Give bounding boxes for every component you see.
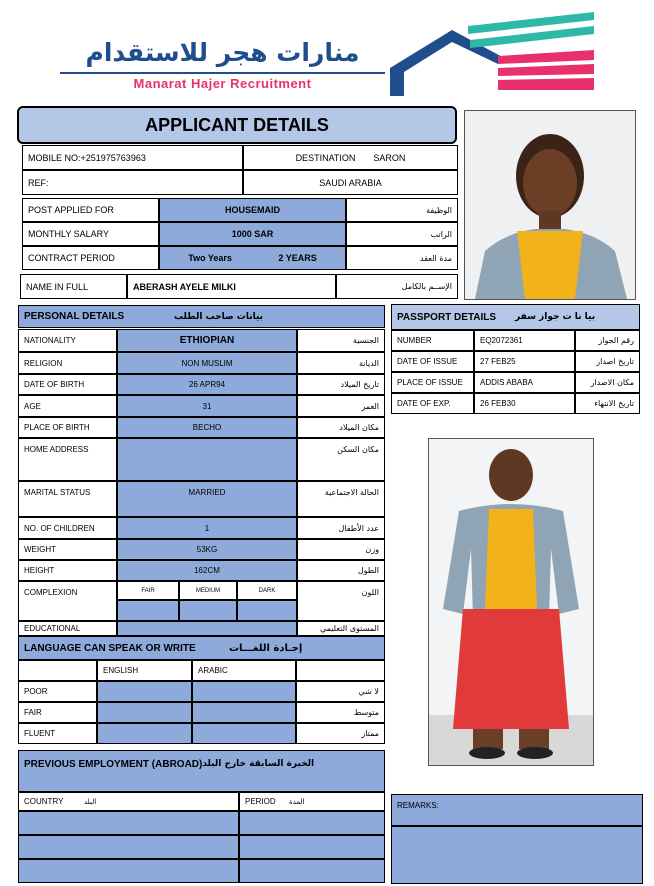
salary-value: 1000 SAR [159, 222, 346, 246]
personal-details-header [18, 305, 385, 328]
remarks-label: REMARKS: [397, 801, 439, 810]
complexion-medium-value [179, 600, 237, 621]
personal-row-label-ar: العمر [297, 395, 385, 417]
personal-row-value: BECHO [117, 417, 297, 438]
personal-row-label-ar: اللون [297, 581, 385, 621]
personal-row-value: 162CM [117, 560, 297, 581]
passport-row-label: DATE OF ISSUE [391, 351, 474, 372]
personal-row-label-ar: مكان الميلاد [297, 417, 385, 438]
destination-country: SAUDI ARABIA [243, 170, 458, 195]
employment-period-header [239, 792, 385, 811]
contract-value [159, 246, 346, 270]
language-col-english: ENGLISH [97, 660, 192, 681]
passport-row-label: PLACE OF ISSUE [391, 372, 474, 393]
company-name-english: Manarat Hajer Recruitment [133, 76, 312, 91]
language-level-label-ar: متوسط [296, 702, 385, 723]
employment-row [18, 835, 239, 859]
passport-details-header [391, 304, 640, 330]
personal-row-label: NATIONALITY [18, 329, 117, 352]
passport-details-title: PASSPORT DETAILS [397, 311, 497, 323]
company-logo [388, 10, 598, 98]
language-level-label: POOR [18, 681, 97, 702]
personal-row-value: MARRIED [117, 481, 297, 517]
language-arabic-value [192, 723, 296, 744]
language-col-empty [296, 660, 385, 681]
passport-row-value: 27 FEB25 [474, 351, 575, 372]
contract-label-ar: مدة العقد [346, 246, 458, 270]
personal-details-title: PERSONAL DETAILS [24, 311, 125, 322]
applicant-full-body-photo [428, 438, 594, 766]
personal-row-value [117, 621, 297, 636]
name-value: ABERASH AYELE MILKI [127, 274, 336, 299]
personal-row-value [117, 438, 297, 481]
employment-country-label-ar: البلد [84, 797, 97, 806]
job-label: POST APPLIED FOR [22, 198, 159, 222]
personal-row-label: HOME ADDRESS [18, 438, 117, 481]
employment-title: PREVIOUS EMPLOYMENT (ABROAD) [24, 759, 203, 770]
language-header [18, 636, 385, 660]
applicant-portrait-photo [464, 110, 636, 300]
complexion-fair: FAIR [117, 581, 179, 600]
personal-row-label-ar: الطول [297, 560, 385, 581]
personal-row-label-ar: الديانة [297, 352, 385, 374]
company-name-arabic: منارات هجر للاستقدام [85, 38, 360, 67]
personal-row-value: 1 [117, 517, 297, 539]
personal-row-value: 31 [117, 395, 297, 417]
job-value: HOUSEMAID [159, 198, 346, 222]
personal-row-label-ar: الجنسية [297, 329, 385, 352]
complexion-dark-value [237, 600, 297, 621]
name-label: NAME IN FULL [20, 274, 127, 299]
page-title: APPLICANT DETAILS [145, 114, 329, 135]
employment-period-label: PERIOD [245, 797, 276, 806]
personal-row-value: 26 APR94 [117, 374, 297, 395]
personal-row-label: RELIGION [18, 352, 117, 374]
passport-row-label-ar: تاريخ الانتهاء [575, 393, 640, 414]
passport-row-value: 26 FEB30 [474, 393, 575, 414]
company-header [40, 8, 640, 100]
language-english-value [97, 681, 192, 702]
language-level-label-ar: لا شي [296, 681, 385, 702]
personal-row-label: COMPLEXION [18, 581, 117, 621]
language-arabic-value [192, 702, 296, 723]
employment-row [239, 859, 385, 883]
passport-row-label-ar: مكان الاصدار [575, 372, 640, 393]
personal-row-label-ar: تاريخ الميلاد [297, 374, 385, 395]
name-label-ar: الإســم بالكامل [336, 274, 458, 299]
ref-label: REF: [22, 170, 243, 195]
employment-period-label-ar: المدة [289, 797, 305, 806]
employment-country-label: COUNTRY [24, 797, 64, 806]
remarks-field [391, 826, 643, 884]
personal-row-label: NO. OF CHILDREN [18, 517, 117, 539]
personal-row-label: HEIGHT [18, 560, 117, 581]
passport-row-label-ar: رقم الجواز [575, 330, 640, 351]
complexion-fair-value [117, 600, 179, 621]
personal-row-label: AGE [18, 395, 117, 417]
passport-row-label-ar: تاريخ اصدار [575, 351, 640, 372]
personal-row-label: PLACE OF BIRTH [18, 417, 117, 438]
personal-row-label: WEIGHT [18, 539, 117, 560]
destination-value: SARON [373, 152, 406, 163]
complexion-options [117, 581, 297, 621]
personal-details-title-ar: بيانات صاحب الطلب [174, 311, 264, 322]
mobile-number: MOBILE NO:+251975763963 [22, 145, 243, 170]
page-title-box [17, 106, 457, 144]
employment-title-ar: الخبرة السابقة خارج البلد [202, 759, 315, 769]
remarks-header [391, 794, 643, 826]
language-corner [18, 660, 97, 681]
personal-row-label-ar: مكان السكن [297, 438, 385, 481]
language-title: LANGUAGE CAN SPEAK OR WRITE [24, 642, 196, 654]
salary-label-ar: الراتب [346, 222, 458, 246]
language-col-arabic: ARABIC [192, 660, 296, 681]
language-title-ar: إجـادة اللغـــات [229, 642, 303, 654]
employment-row [18, 859, 239, 883]
contract-value-text: Two Years [188, 253, 232, 263]
employment-row [18, 811, 239, 835]
employment-row [239, 835, 385, 859]
salary-label: MONTHLY SALARY [22, 222, 159, 246]
language-english-value [97, 723, 192, 744]
destination-cell [243, 145, 458, 170]
complexion-dark: DARK [237, 581, 297, 600]
language-level-label: FLUENT [18, 723, 97, 744]
passport-row-label: NUMBER [391, 330, 474, 351]
personal-row-label-ar: الحالة الاجتماعية [297, 481, 385, 517]
language-arabic-value [192, 681, 296, 702]
personal-row-value: 53KG [117, 539, 297, 560]
personal-row-label-ar: عدد الأطفال [297, 517, 385, 539]
contract-label: CONTRACT PERIOD [22, 246, 159, 270]
passport-row-value: ADDIS ABABA [474, 372, 575, 393]
employment-header [18, 750, 385, 792]
personal-row-label: DATE OF BIRTH [18, 374, 117, 395]
employment-row [239, 811, 385, 835]
personal-row-label-ar: وزن [297, 539, 385, 560]
passport-row-value: EQ2072361 [474, 330, 575, 351]
employment-country-header [18, 792, 239, 811]
personal-row-label-ar: المستوى التعليمي [297, 621, 385, 636]
language-level-label: FAIR [18, 702, 97, 723]
complexion-medium: MEDIUM [179, 581, 237, 600]
header-divider [60, 72, 385, 74]
contract-value-years: 2 YEARS [278, 253, 317, 263]
personal-row-value: ETHIOPIAN [117, 329, 297, 352]
personal-row-value: NON MUSLIM [117, 352, 297, 374]
destination-label: DESTINATION [295, 152, 356, 163]
personal-row-label: MARITAL STATUS [18, 481, 117, 517]
passport-details-title-ar: بيا نا ت جواز سفر [515, 312, 596, 322]
passport-row-label: DATE OF EXP. [391, 393, 474, 414]
job-label-ar: الوظيفة [346, 198, 458, 222]
personal-row-label: EDUCATIONAL [18, 621, 117, 636]
language-level-label-ar: ممتاز [296, 723, 385, 744]
language-english-value [97, 702, 192, 723]
